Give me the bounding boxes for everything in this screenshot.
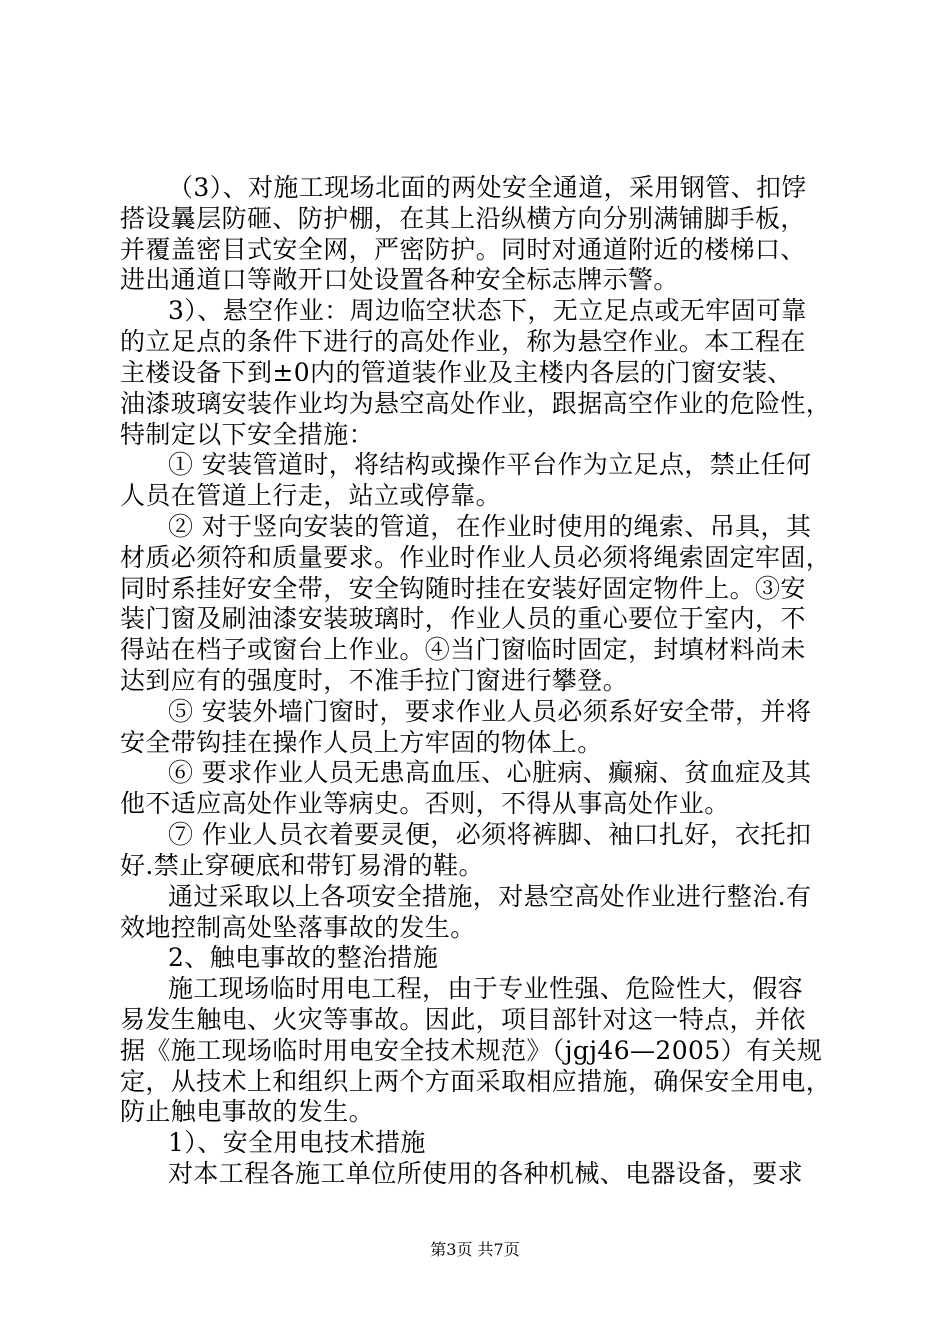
text-line: 安全带钩挂在操作人员上方牢固的物体上。: [120, 728, 603, 757]
text-line: 3）、悬空作业：周边临空状态下，无立足点或无牢固可靠: [168, 296, 807, 325]
text-line: 达到应有的强度时，不准手拉门窗进行攀登。: [120, 666, 629, 695]
text-line: ① 安装管道时，将结构或操作平台作为立足点，禁止任何: [168, 450, 812, 479]
text-line: 据《施工现场临时用电安全技术规范》（jgj46—2005）有关规: [120, 1036, 823, 1065]
text-line: （3）、对施工现场北面的两处安全通道，采用钢管、扣饽: [168, 173, 807, 202]
text-line: 的立足点的条件下进行的高处作业，称为悬空作业。本工程在: [120, 327, 806, 356]
text-line: ⑦ 作业人员衣着要灵便，必须将裤脚、袖口扎好，衣托扣: [168, 820, 812, 849]
text-line: 人员在管道上行走，站立或停靠。: [120, 481, 502, 510]
text-line: ⑤ 安装外墙门窗时，要求作业人员必须系好安全带，并将: [168, 697, 812, 726]
text-line: 易发生触电、火灾等事故。因此，项目部针对这一特点，并依: [120, 1005, 806, 1034]
text-line: 好.禁止穿硬底和带钉易滑的鞋。: [120, 851, 484, 880]
section-heading: 2、触电事故的整治措施: [168, 943, 439, 972]
text-line: 材质必须符和质量要求。作业时作业人员必须将绳索固定牢固，: [120, 543, 832, 572]
text-line: 油漆玻璃安装作业均为悬空高处作业，跟据高空作业的危险性，: [120, 389, 832, 418]
page-number-label: 第3页 共7页: [430, 1240, 520, 1259]
text-line: 防止触电事故的发生。: [120, 1097, 375, 1126]
text-line: 搭设曩层防砸、防护棚，在其上沿纵横方向分别满铺脚手板，: [120, 204, 806, 233]
text-line: 通过采取以上各项安全措施，对悬空高处作业进行整治.有: [168, 882, 812, 911]
subsection-heading: 1）、安全用电技术措施: [168, 1128, 426, 1157]
text-line: 他不适应高处作业等病史。否则，不得从事高处作业。: [120, 789, 730, 818]
text-line: 主楼设备下到±0内的管道装作业及主楼内各层的门窗安装、: [120, 358, 793, 387]
text-line: 并覆盖密目式安全网，严密防护。同时对通道附近的楼梯口、: [120, 235, 806, 264]
text-line: 效地控制高处坠落事故的发生。: [120, 913, 476, 942]
text-line: 对本工程各施工单位所使用的各种机械、电器设备，要求: [168, 1159, 804, 1188]
text-line: 施工现场临时用电工程，由于专业性强、危险性大，假容: [168, 974, 804, 1003]
text-line: 定，从技术上和组织上两个方面采取相应措施，确保安全用电，: [120, 1067, 832, 1096]
text-line: 特制定以下安全措施：: [120, 420, 375, 449]
text-line: 得站在档子或窗台上作业。④当门窗临时固定，封填材料尚未: [120, 635, 806, 664]
page-footer: [0, 1239, 950, 1261]
text-line: 同时系挂好安全带，安全钩随时挂在安装好固定物件上。③安: [120, 574, 806, 603]
text-line: 进出通道口等敞开口处设置各种安全标志牌示警。: [120, 265, 679, 294]
text-line: ② 对于竖向安装的管道，在作业时使用的绳索、吊具，其: [168, 512, 812, 541]
text-line: ⑥ 要求作业人员无患高血压、心脏病、癫痫、贫血症及其: [168, 758, 812, 787]
text-line: 装门窗及刷油漆安装玻璃时，作业人员的重心要位于室内，不: [120, 604, 806, 633]
